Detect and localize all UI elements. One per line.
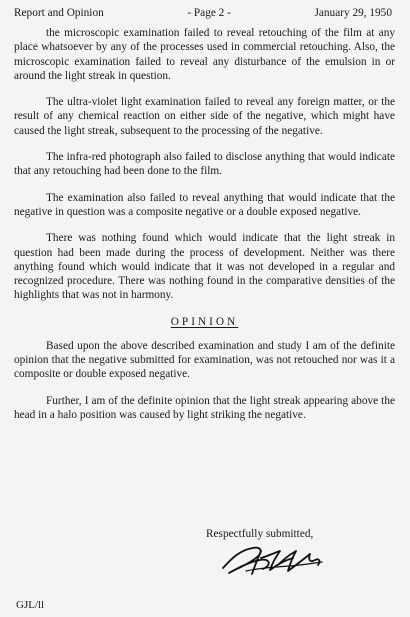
page-header: [14, 6, 395, 20]
closing-text: Respectfully submitted,: [206, 528, 314, 540]
paragraph-microscopic-examination: the microscopic examination failed to reveal retouching of the film at any place whatsoever by any of the processes used in commercial retouching. Also, the microscopic examination failed to reveal any disturbance of the emulsion in or around the light streak in question.: [14, 27, 395, 82]
paragraph-infrared-photograph: The infra-red photograph also failed to disclose anything that would indicate that any retouching had been done to the film.: [14, 151, 395, 178]
paragraph-ultraviolet-examination: The ultra-violet light examination failed to reveal any foreign matter, or the result of any chemical reaction on either side of the negative, which might have caused the light streak, subsequent to the processing of the negative.: [14, 96, 395, 137]
paragraph-opinion-negative: Based upon the above described examination and study I am of the definite opinion that the negative submitted for examination, was not retouched nor was it a composite or double exposed negative.: [14, 339, 395, 381]
opinion-title: OPINION: [170, 315, 239, 328]
paragraph-composite-check: The examination also failed to reveal anything that would indicate that the negative in question was a composite negative or a double exposed negative.: [14, 191, 395, 218]
handwritten-signature: [218, 540, 328, 580]
paragraph-opinion-light-streak: Further, I am of the definite opinion that the light streak appearing above the head in a halo position was caused by light striking the negative.: [14, 394, 395, 421]
page-number: - Page 2 -: [187, 7, 231, 19]
typist-initials: GJL/ll: [16, 599, 45, 611]
opinion-heading: [14, 315, 395, 329]
header-title: Report and Opinion: [14, 7, 104, 19]
paragraph-development-process: There was nothing found which would indicate that the light streak in question had been made during the process of development. Neither was there anything found which would indicate that it was not developed in a regular and recognized procedure. There was nothing found in the comparative densities of the highlights that was not in harmony.: [14, 232, 395, 302]
header-date: January 29, 1950: [314, 7, 392, 19]
